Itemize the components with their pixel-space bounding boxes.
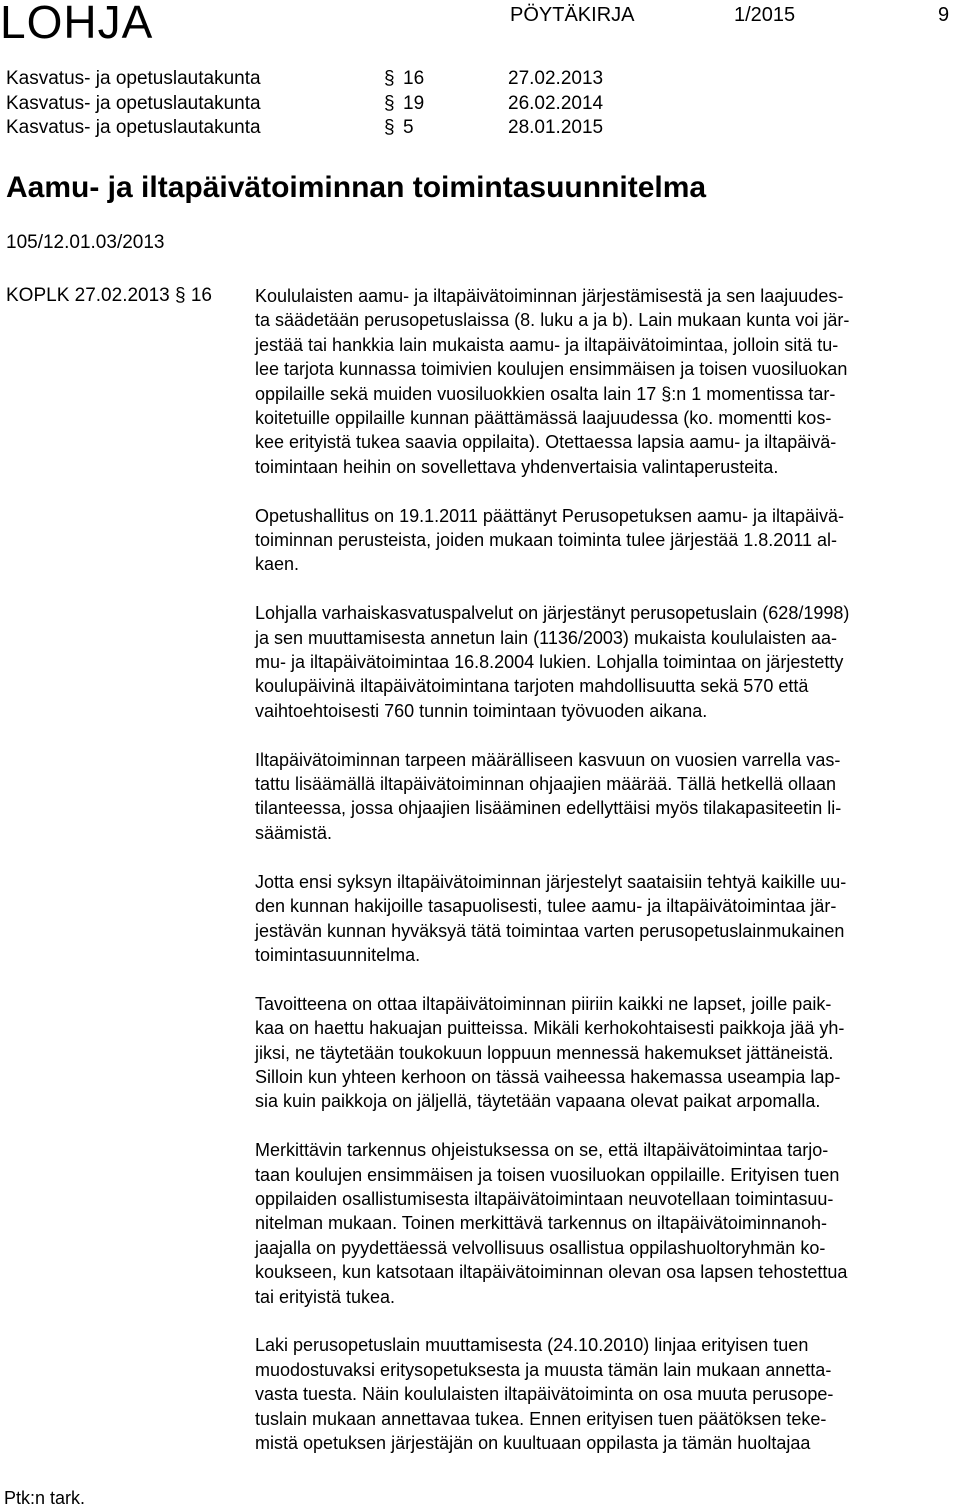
paragraph-line: nitelman mukaan. Toinen merkittävä tarkennus on iltapäivätoiminnanoh-: [255, 1213, 827, 1234]
paragraph-line: kee erityistä tukea saavia oppilaita). Otettaessa lapsia aamu- ja iltapäivä-: [255, 432, 837, 453]
paragraph-line: oppilaiden osallistumisesta iltapäivätoimintaan neuvotellaan toimintasuu-: [255, 1188, 834, 1209]
meeting-section-number: 5: [403, 117, 414, 138]
paragraph: [255, 870, 957, 968]
paragraph-line: kaa on haettu hakuajan puitteissa. Mikäli kerhokohtaisesti paikkoja jää yh-: [255, 1018, 845, 1039]
paragraph: [255, 748, 957, 846]
paragraph-line: ta säädetään perusopetuslaissa (8. luku a ja b). Lain mukaan kunta voi jär-: [255, 310, 850, 331]
section-label: KOPLK 27.02.2013 § 16: [6, 285, 212, 306]
page-title: Aamu- ja iltapäivätoiminnan toimintasuunnitelma: [6, 171, 707, 204]
section-symbol: §: [384, 68, 395, 89]
section-symbol: §: [384, 117, 395, 138]
paragraph-line: tuslain mukaan annettavaa tukea. Ennen erityisen tuen päätöksen teke-: [255, 1408, 827, 1429]
meeting-organ: Kasvatus- ja opetuslautakunta: [6, 117, 261, 138]
paragraph-line: muodostuvaksi eritysopetuksesta ja muusta tämän lain mukaan annetta-: [255, 1359, 832, 1380]
paragraph-line: mistä opetuksen järjestäjän on kuultuaan oppilasta ja tämän huoltajaa: [255, 1432, 811, 1453]
meeting-organ: Kasvatus- ja opetuslautakunta: [6, 68, 261, 89]
paragraph-line: vaihtoehtoisesti 760 tunnin toimintaan työvuoden aikana.: [255, 700, 708, 721]
meeting-date: 28.01.2015: [508, 117, 604, 138]
footer-signature-label: Ptk:n tark.: [4, 1488, 86, 1508]
paragraph-line: koukseen, kun katsotaan iltapäivätoiminnan olevan osa lapsen tehostettua: [255, 1262, 848, 1283]
paragraph-line: Tavoitteena on ottaa iltapäivätoiminnan piiriin kaikki ne lapset, joille paik-: [255, 993, 832, 1014]
paragraph: [255, 504, 957, 577]
document-type: PÖYTÄKIRJA: [510, 4, 635, 26]
meeting-organ: Kasvatus- ja opetuslautakunta: [6, 93, 261, 114]
paragraph-line: lee tarjota kunnassa toimivien koulujen ensimmäisen ja toisen vuosiluokan: [255, 359, 848, 380]
paragraph-line: koitetuille oppilaille kunnan päättämässä laajuudessa (ko. momentti kos-: [255, 408, 832, 429]
paragraph-line: taan koulujen ensimmäisen ja toisen vuosiluokan oppilaille. Erityisen tuen: [255, 1164, 840, 1185]
paragraph-line: kaen.: [255, 554, 300, 575]
paragraph-line: Merkittävin tarkennus ohjeistuksessa on se, että iltapäivätoimintaa tarjo-: [255, 1140, 829, 1161]
paragraph-line: Opetushallitus on 19.1.2011 päättänyt Perusopetuksen aamu- ja iltapäivä-: [255, 505, 845, 526]
document-body: [255, 284, 957, 1480]
meeting-date: 26.02.2014: [508, 93, 604, 114]
reference-number: 105/12.01.03/2013: [6, 232, 165, 253]
document-number: 1/2015: [734, 4, 796, 26]
paragraph: [255, 1333, 957, 1455]
paragraph-line: jaajalla on pyydettäessä velvollisuus osallistua oppilashuoltoryhmän ko-: [255, 1237, 826, 1258]
paragraph-line: Jotta ensi syksyn iltapäivätoiminnan järjestelyt saataisiin tehtyä kaikille uu-: [255, 871, 847, 892]
paragraph: [255, 284, 957, 479]
paragraph-line: tattu lisäämällä iltapäivätoiminnan ohjaajien määrää. Tällä hetkellä ollaan: [255, 774, 837, 795]
paragraph-line: Lohjalla varhaiskasvatuspalvelut on järjestänyt perusopetuslain (628/1998): [255, 603, 850, 624]
paragraph: [255, 992, 957, 1114]
paragraph-line: Silloin kun yhteen kerhoon on tässä vaiheessa hakemassa useampia lap-: [255, 1066, 841, 1087]
paragraph-line: toimintaan heihin on sovellettava yhdenvertaisia valintaperusteita.: [255, 456, 779, 477]
section-symbol: §: [384, 93, 395, 114]
paragraph: [255, 601, 957, 723]
paragraph-line: jestävän kunnan hyväksyä tätä toimintaa varten perusopetuslainmukainen: [255, 920, 845, 941]
meeting-date: 27.02.2013: [508, 68, 604, 89]
paragraph-line: tilanteessa, jossa ohjaajien lisääminen edellyttäisi myös tilakapasiteetin li-: [255, 798, 842, 819]
paragraph-line: ja sen muuttamisesta annetun lain (1136/2003) mukaista koululaisten aa-: [255, 627, 838, 648]
paragraph-line: Iltapäivätoiminnan tarpeen määrälliseen kasvuun on vuosien varrella vas-: [255, 749, 841, 770]
paragraph-line: oppilaille sekä muiden vuosiluokkien osalta lain 17 §:n 1 momentissa tar-: [255, 383, 836, 404]
meeting-section-number: 19: [403, 93, 425, 114]
paragraph-line: jestää tai hankkia lain mukaista aamu- ja iltapäivätoimintaa, jolloin sitä tu-: [255, 334, 839, 355]
paragraph-line: sia kuin paikkoja on jäljellä, täytetään vapaana olevat paikat arpomalla.: [255, 1091, 821, 1112]
paragraph-line: jiksi, ne täytetään toukokuun loppuun mennessä hakemukset jättäneistä.: [255, 1042, 834, 1063]
paragraph-line: Laki perusopetuslain muuttamisesta (24.10.2010) linjaa erityisen tuen: [255, 1335, 809, 1356]
paragraph-line: toiminnan perusteista, joiden mukaan toiminta tulee järjestää 1.8.2011 al-: [255, 530, 838, 551]
paragraph-line: Koululaisten aamu- ja iltapäivätoiminnan järjestämisestä ja sen laajuudes-: [255, 286, 844, 306]
meeting-section-number: 16: [403, 68, 425, 89]
paragraph-line: säämistä.: [255, 822, 333, 843]
page-number: 9: [938, 4, 950, 26]
paragraph-line: tai erityistä tukea.: [255, 1286, 396, 1307]
paragraph-line: koulupäivinä iltapäivätoimintana tarjoten mahdollisuutta sekä 570 että: [255, 676, 809, 697]
paragraph-line: vasta tuesta. Näin koululaisten iltapäivätoiminta on osa muuta perusope-: [255, 1384, 834, 1405]
paragraph: [255, 1138, 957, 1309]
paragraph-line: mu- ja iltapäivätoimintaa 16.8.2004 lukien. Lohjalla toimintaa on järjestetty: [255, 652, 844, 673]
paragraph-line: den kunnan hakijoille tasapuolisesti, tulee aamu- ja iltapäivätoimintaa jär-: [255, 896, 837, 917]
lohja-logo: LOHJA: [0, 0, 154, 48]
paragraph-line: toimintasuunnitelma.: [255, 944, 421, 965]
